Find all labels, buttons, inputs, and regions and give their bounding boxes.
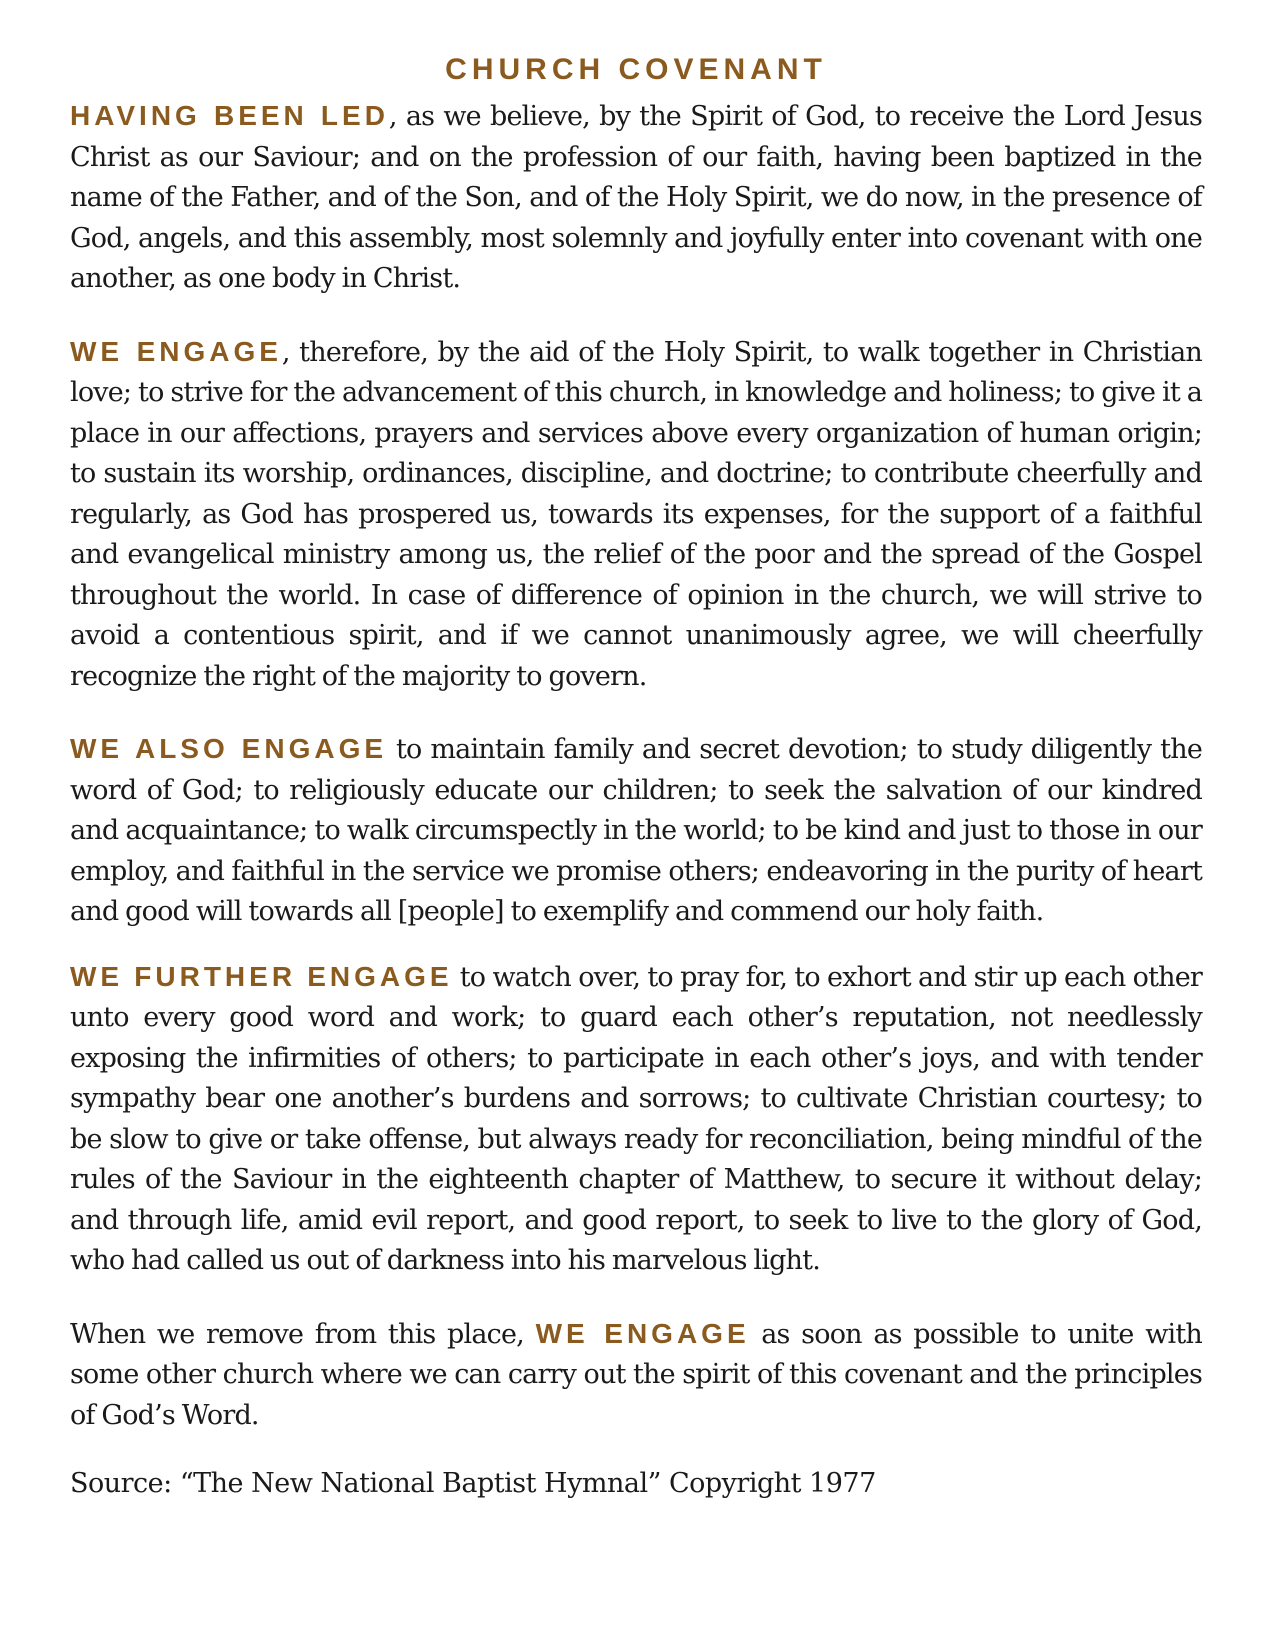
covenant-paragraph-4: [70, 957, 1202, 1282]
paragraph-lead: HAVING BEEN LED: [70, 100, 389, 131]
paragraph-lead: WE ENGAGE: [535, 1317, 750, 1349]
paragraph-intro: When we remove from this place,: [70, 1318, 536, 1350]
paragraph-text: , therefore, by the aid of the Holy Spirit, to walk together in Christian love; to strive for the advancement of this church, in knowledge and holiness; to give it a place in our affections, prayers and services above every organization of human origin; to sustain its worship, ordinances, discipline, and doctrine; to contribute cheerfully and regularly, as God has prospered us, towards its expenses, for the support of a faithful and evangelical ministry among us, the relief of the poor and the spread of the Gospel throughout the world. In case of difference of opinion in the church, we will strive to avoid a contentious spirit, and if we cannot unanimously agree, we will cheerfully recognize the right of the majority to govern.: [70, 336, 1202, 692]
paragraph-text: , as we believe, by the Spirit of God, to receive the Lord Jesus Christ as our Saviour; and on the profession of our faith, having been baptized in the name of the Father, and of the Son, and of the Holy Spirit, we do now, in the presence of God, angels, and this assembly, most solemnly and joyfully enter into covenant with one another, as one body in Christ.: [70, 101, 1203, 294]
covenant-paragraph-1: [70, 96, 1202, 300]
source-citation: Source: “The New National Baptist Hymnal” Copyright 1977: [70, 1468, 876, 1499]
paragraph-text: as soon as possible to unite with some other church where we can carry out the spirit of this covenant and the principles of God’s Word.: [70, 1318, 1203, 1431]
paragraph-lead: WE ALSO ENGAGE: [70, 733, 388, 764]
covenant-paragraph-2: [70, 332, 1202, 698]
covenant-paragraph-3: [70, 729, 1202, 933]
covenant-paragraph-5: [70, 1314, 1202, 1437]
paragraph-lead: WE ENGAGE: [70, 335, 282, 367]
paragraph-text: to watch over, to pray for, to exhort and stir up each other unto every good word and work; to guard each other’s reputation, not needlessly exposing the infirmities of others; to participate in each other’s joys, and with tender sympathy bear one another’s burdens and sorrows; to cultivate Christian courtesy; to be slow to give or take offense, but always ready for reconciliation, being mindful of the rules of the Saviour in the eighteenth chapter of Matthew, to secure it without delay; and through life, amid evil report, and good report, to seek to live to the glory of God, who had called us out of darkness into his marvelous light.: [70, 961, 1202, 1276]
document-page: [70, 50, 1202, 1504]
paragraph-text: to maintain family and secret devotion; to study diligently the word of God; to religiously educate our children; to seek the salvation of our kindred and acquaintance; to walk circumspectly in the world; to be kind and just to those in our employ, and faithful in the service we promise others; endeavoring in the purity of heart and good will towards all [people] to exemplify and commend our holy faith.: [70, 734, 1202, 927]
paragraph-lead: WE FURTHER ENGAGE: [70, 960, 453, 992]
page-title: CHURCH COVENANT: [445, 53, 827, 86]
